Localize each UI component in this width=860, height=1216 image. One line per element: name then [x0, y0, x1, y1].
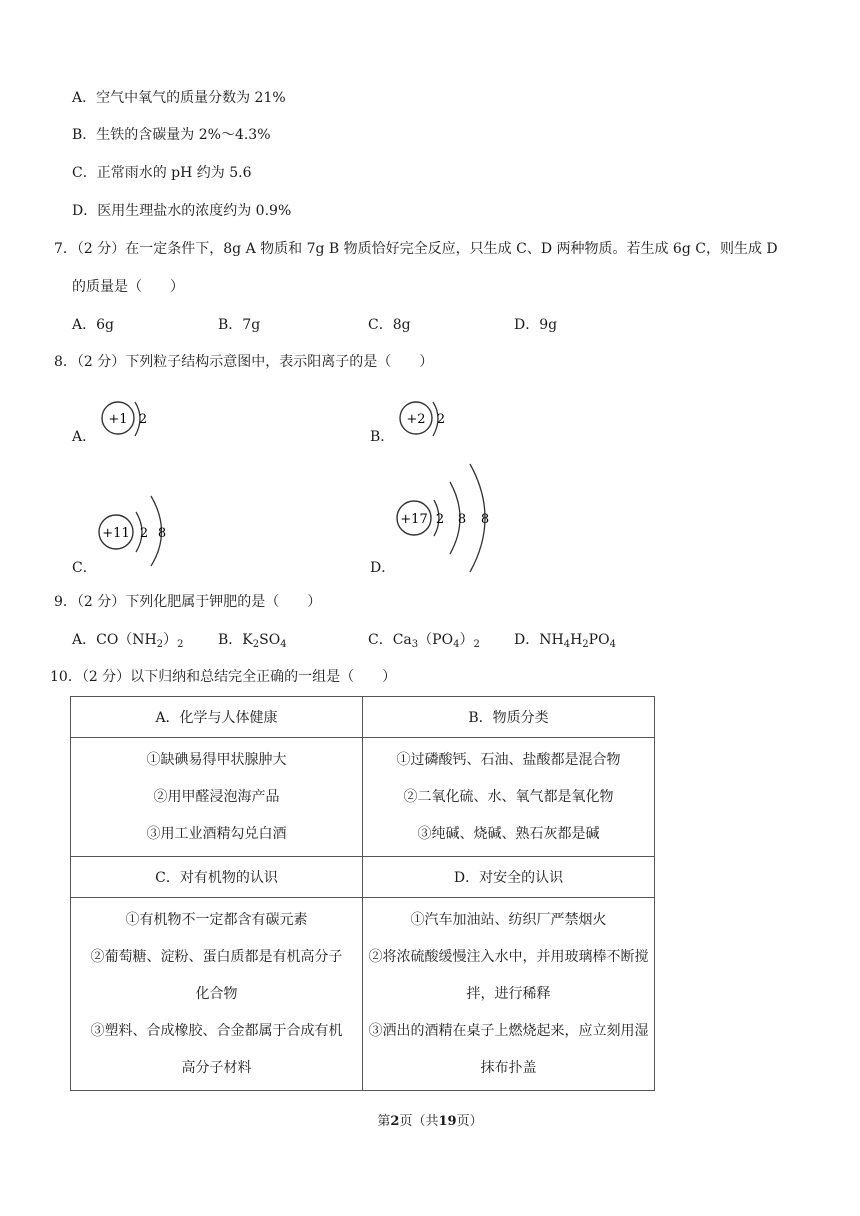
shell-label: 8 — [457, 512, 467, 527]
cell-item: ①汽车加油站、纺织厂严禁烟火 — [410, 911, 607, 928]
q7-option-a: A．6g — [72, 317, 114, 333]
q9-option-b: B．$K_2SO_4$ — [218, 632, 287, 650]
q7-stem-line2: 的质量是（ ） — [72, 279, 184, 295]
cell-item: 高分子材料 — [181, 1059, 252, 1076]
nucleus-label: +1 — [108, 412, 128, 427]
nucleus-label: +11 — [102, 526, 130, 541]
q10-stem: 10．（2 分）以下归纳和总结完全正确的一组是（ ） — [50, 669, 397, 685]
cell-item: ③塑料、合成橡胶、合金都属于合成有机 — [90, 1022, 343, 1039]
table-header-a: A．化学与人体健康 — [71, 697, 363, 738]
nucleus-label: +17 — [400, 512, 428, 527]
table-header-c: C．对有机物的认识 — [71, 857, 363, 898]
q7-option-b: B．7g — [218, 317, 261, 333]
q7-option-c: C．8g — [368, 317, 411, 333]
q6-option-a: A．空气中氧气的质量分数为 21% — [72, 90, 286, 106]
page-footer: 第2页（共19页） — [377, 1114, 483, 1129]
cell-item: ①有机物不一定都含有碳元素 — [125, 911, 308, 928]
cell-item: ②二氧化硫、水、氧气都是氧化物 — [403, 788, 614, 805]
shell-label: 2 — [435, 512, 445, 527]
shell-label: 8 — [157, 526, 167, 541]
atom-diagram-b — [396, 398, 466, 442]
nucleus-label: +2 — [406, 412, 426, 427]
q6-option-b: B．生铁的含碳量为 2%～4.3% — [72, 127, 271, 143]
cell-item: ③用工业酒精勾兑白酒 — [146, 825, 287, 842]
q8-option-a-label: A． — [72, 429, 97, 445]
table-cell-d — [363, 898, 655, 1091]
table-header-b: B．物质分类 — [363, 697, 655, 738]
cell-item: ②将浓硫酸缓慢注入水中，并用玻璃棒不断搅 — [368, 948, 649, 965]
cell-item: 抹布扑盖 — [480, 1059, 537, 1076]
atom-diagram-c — [96, 490, 186, 570]
current-page-number: 2 — [390, 1114, 400, 1129]
cell-item: 拌，进行稀释 — [466, 985, 551, 1002]
summary-table — [70, 696, 655, 1091]
shell-label: 8 — [480, 512, 490, 527]
cell-item: 化合物 — [195, 985, 238, 1002]
q8-option-c-label: C． — [72, 560, 97, 576]
q8-stem: 8．（2 分）下列粒子结构示意图中，表示阳离子的是（ ） — [54, 354, 434, 370]
q9-option-c: C．$Ca_3(PO_4)_2$ — [368, 632, 480, 650]
cell-item: ①缺碘易得甲状腺肿大 — [146, 751, 287, 768]
cell-item: ③纯碱、烧碱、熟石灰都是碱 — [417, 825, 600, 842]
q8-option-b-label: B． — [370, 429, 395, 445]
q9-option-d: D．$NH_4H_2PO_4$ — [514, 632, 616, 650]
q7-stem-line1: 7．（2 分）在一定条件下，8g A 物质和 7g B 物质恰好完全反应，只生成 C、D 两种物质。若生成 6g C，则生成 D — [54, 241, 778, 257]
cell-item: ②葡萄糖、淀粉、蛋白质都是有机高分子 — [90, 948, 343, 965]
atom-diagram-d — [394, 462, 500, 574]
q8-option-d-label: D． — [370, 560, 396, 576]
shell-label: 2 — [139, 526, 149, 541]
table-cell-b — [363, 738, 655, 857]
q9-option-a: A．$CO(NH_2)_2$ — [72, 632, 184, 650]
q7-option-d: D．9g — [514, 317, 558, 333]
shell-label: 2 — [436, 412, 446, 427]
table-cell-c — [71, 898, 363, 1091]
cell-item: ②用甲醛浸泡海产品 — [153, 788, 280, 805]
q6-option-c: C．正常雨水的 pH 约为 5.6 — [72, 165, 252, 181]
atom-diagram-a — [98, 398, 168, 442]
q6-option-d: D．医用生理盐水的浓度约为 0.9% — [72, 203, 292, 219]
table-header-d: D．对安全的认识 — [363, 857, 655, 898]
total-page-number: 19 — [438, 1114, 457, 1129]
shell-label: 2 — [138, 412, 148, 427]
cell-item: ③洒出的酒精在桌子上燃烧起来，应立刻用湿 — [368, 1022, 649, 1039]
cell-item: ①过磷酸钙、石油、盐酸都是混合物 — [396, 751, 621, 768]
q9-stem: 9．（2 分）下列化肥属于钾肥的是（ ） — [54, 594, 322, 610]
table-cell-a — [71, 738, 363, 857]
